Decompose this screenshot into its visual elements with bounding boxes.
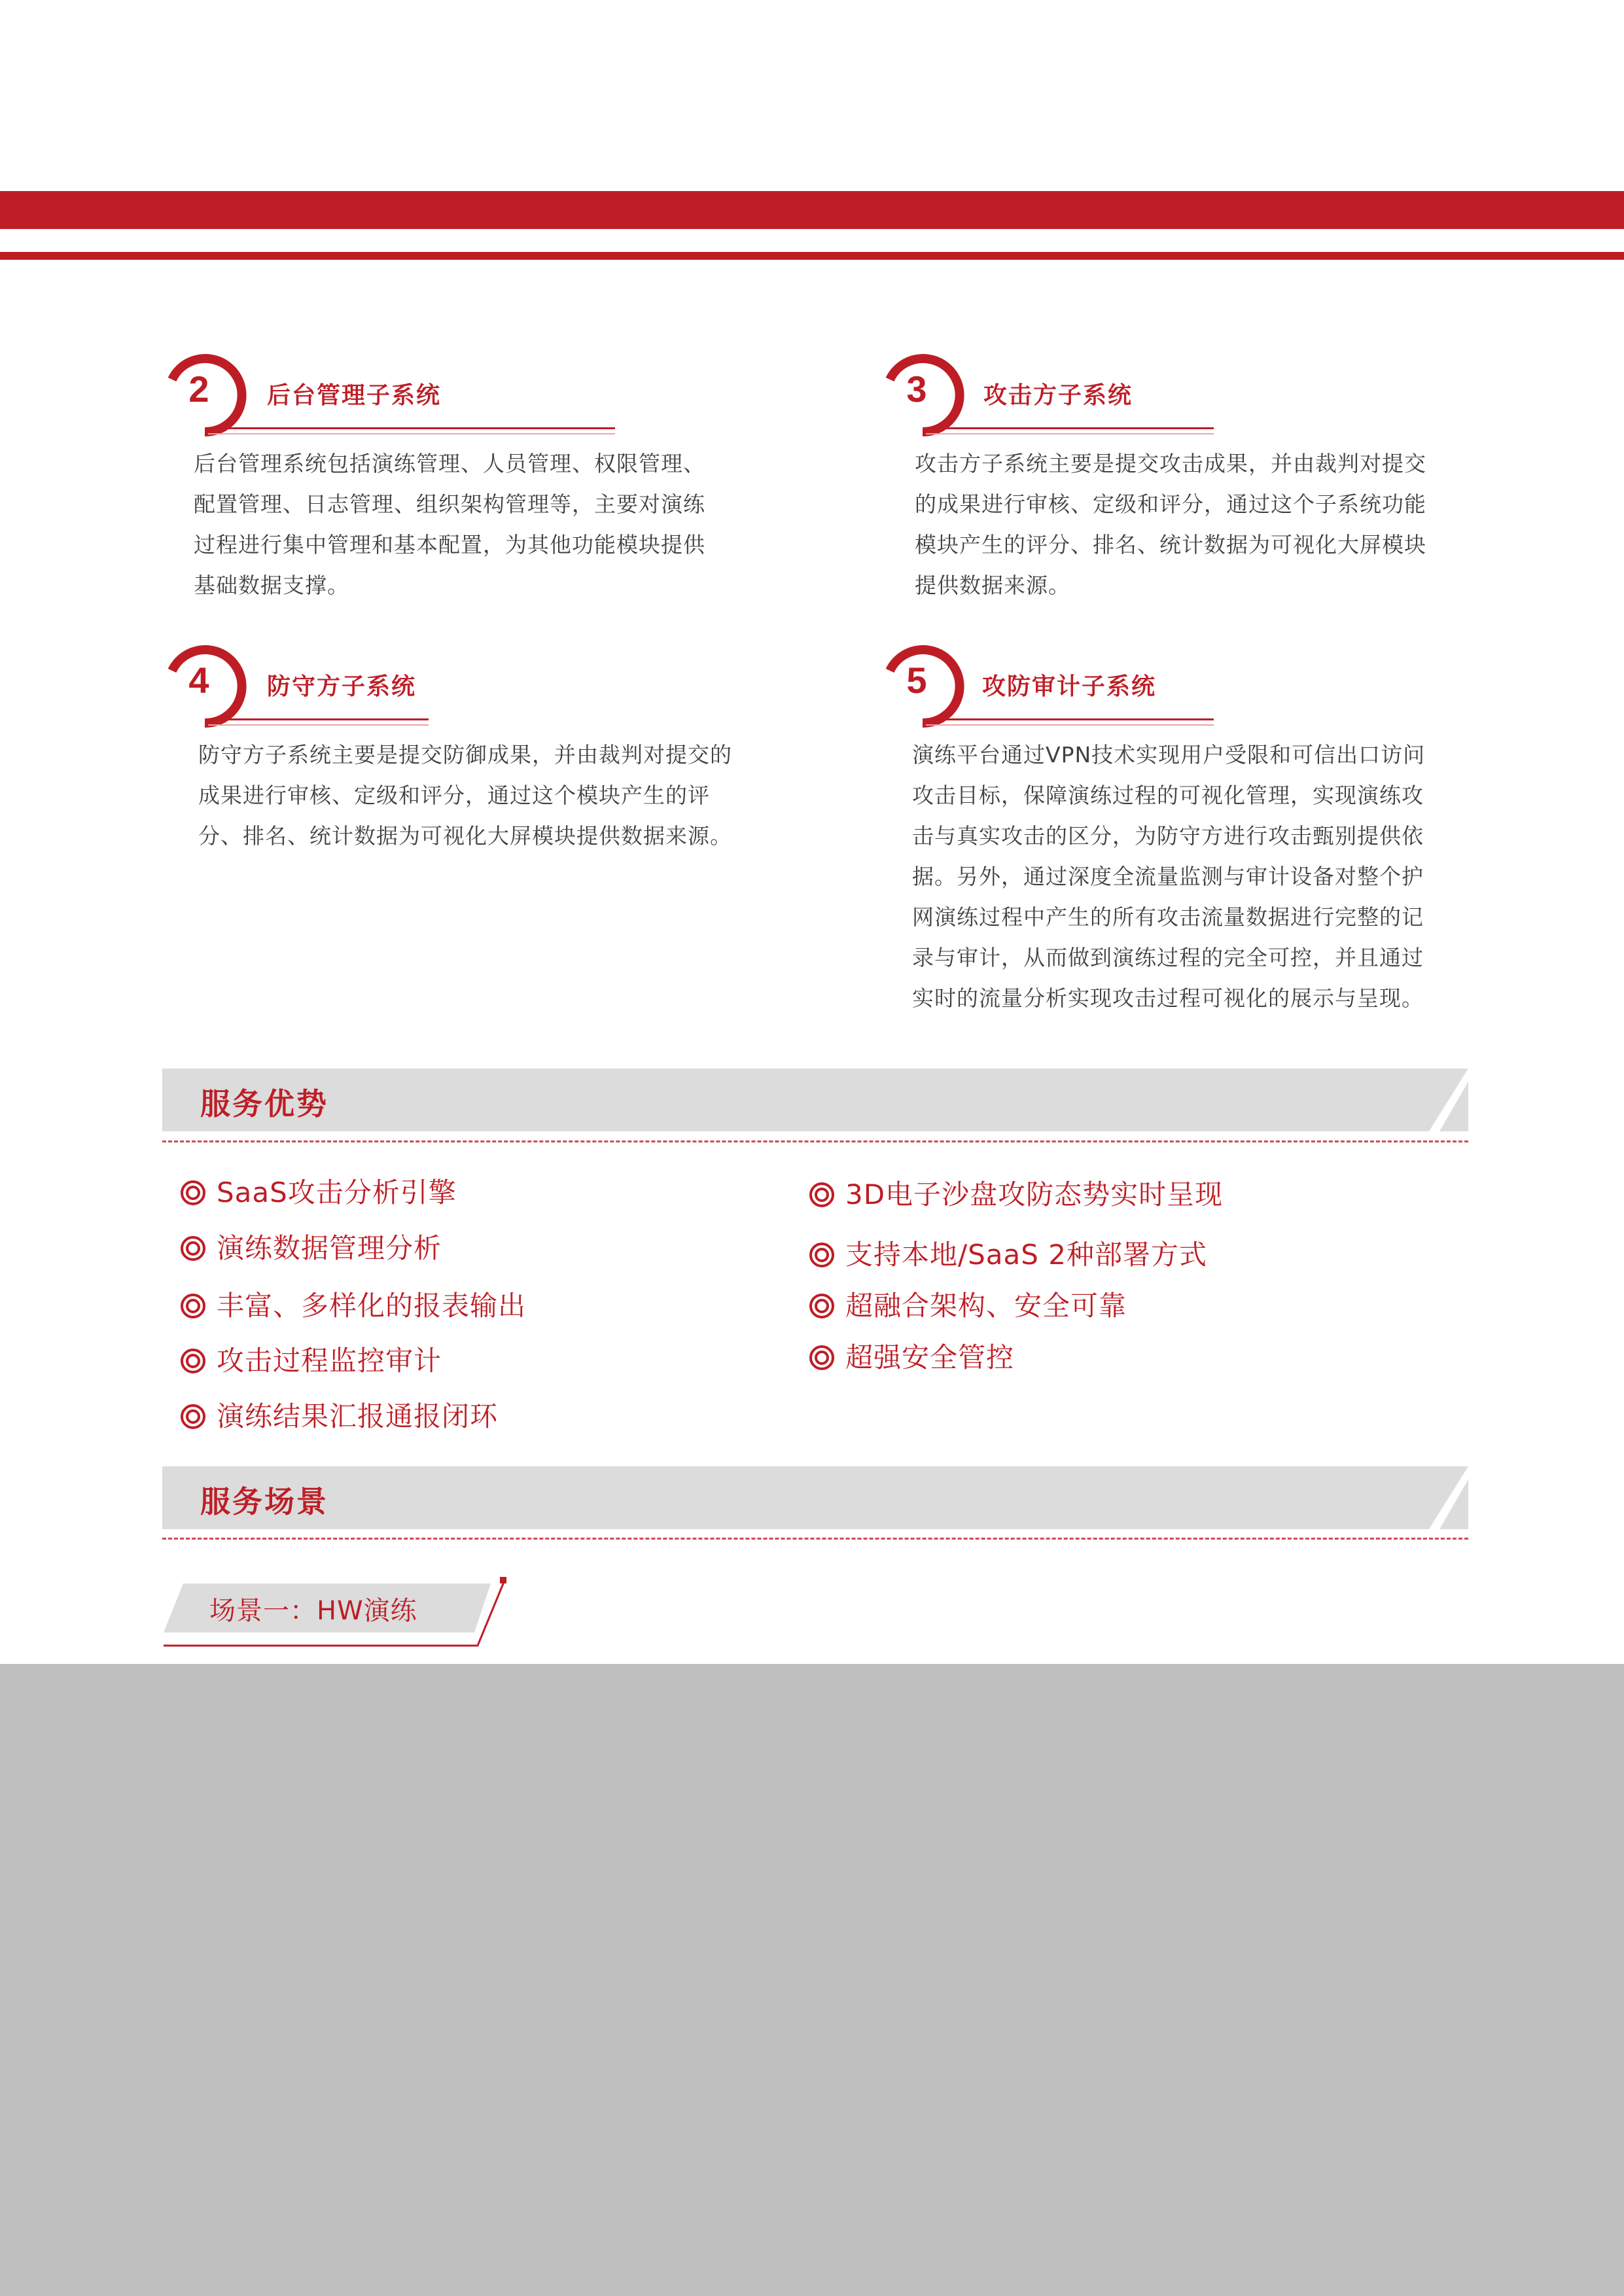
advantages-divider — [162, 1140, 1468, 1142]
header-red-band — [0, 191, 1624, 229]
text-line: 提供数据来源。 — [915, 573, 1070, 598]
advantage-label: 演练结果汇报通报闭环 — [217, 1400, 499, 1432]
section-5-body — [912, 735, 1488, 1019]
section-underline — [926, 718, 1214, 720]
scene-1-label: 场景一：HW演练 — [209, 1596, 417, 1626]
target-circle-icon — [180, 1404, 206, 1430]
text-line: 后台管理系统包括演练管理、人员管理、权限管理、 — [194, 451, 705, 476]
section-3-header — [880, 353, 1194, 438]
section-number: 2 — [188, 368, 209, 410]
text-line: 攻击目标，保障演练过程的可视化管理，实现演练攻 — [912, 783, 1424, 808]
advantage-label: 超强安全管控 — [845, 1341, 1015, 1373]
advantage-label: 演练数据管理分析 — [217, 1232, 442, 1264]
section-title: 攻防审计子系统 — [982, 673, 1157, 700]
section-underline-light — [926, 433, 1214, 434]
advantage-item — [809, 1284, 1127, 1324]
target-circle-icon — [180, 1235, 206, 1262]
advantage-item — [180, 1395, 498, 1434]
target-circle-icon — [809, 1293, 835, 1319]
text-line: 配置管理、日志管理、组织架构管理等，主要对演练 — [194, 491, 705, 517]
section-4-header — [162, 645, 476, 730]
section-underline — [926, 427, 1214, 429]
advantages-banner — [162, 1069, 1468, 1131]
text-line: 演练平台通过VPN技术实现用户受限和可信出口访问 — [912, 742, 1426, 768]
advantage-item — [809, 1336, 1014, 1375]
text-line: 分、排名、统计数据为可视化大屏模块提供数据来源。 — [198, 823, 732, 849]
text-line: 录与审计，从而做到演练过程的完全可控，并且通过 — [912, 945, 1424, 970]
advantage-item — [180, 1227, 442, 1266]
text-line: 防守方子系统主要是提交防御成果，并由裁判对提交的 — [198, 742, 732, 768]
section-2-header — [162, 353, 476, 438]
advantage-label: SaaS攻击分析引擎 — [217, 1176, 457, 1209]
section-underline-light — [208, 433, 615, 434]
advantage-label: 超融合架构、安全可靠 — [845, 1290, 1127, 1322]
section-underline-light — [926, 724, 1214, 726]
text-line: 成果进行审核、定级和评分，通过这个模块产生的评 — [198, 783, 710, 808]
advantage-label: 攻击过程监控审计 — [217, 1345, 442, 1377]
section-title: 后台管理子系统 — [267, 382, 442, 409]
section-number: 5 — [906, 660, 927, 701]
scenarios-title: 服务场景 — [200, 1484, 328, 1519]
text-line: 的成果进行审核、定级和评分，通过这个子系统功能 — [915, 491, 1426, 517]
section-2-body — [194, 444, 756, 606]
text-line: 据。另外，通过深度全流量监测与审计设备对整个护 — [912, 864, 1424, 889]
advantage-item — [180, 1284, 526, 1324]
text-line: 击与真实攻击的区分，为防守方进行攻击甄别提供依 — [912, 823, 1424, 849]
target-circle-icon — [180, 1293, 206, 1319]
target-circle-icon — [809, 1345, 835, 1371]
advantage-label: 3D电子沙盘攻防态势实时呈现 — [845, 1178, 1224, 1210]
section-underline — [208, 718, 429, 720]
advantage-item — [809, 1233, 1207, 1273]
advantage-label: 支持本地/SaaS 2种部署方式 — [845, 1239, 1208, 1271]
target-circle-icon — [180, 1348, 206, 1374]
advantage-label: 丰富、多样化的报表输出 — [217, 1290, 527, 1322]
advantage-item — [809, 1173, 1223, 1212]
text-line: 过程进行集中管理和基本配置，为其他功能模块提供 — [194, 532, 705, 557]
scenarios-divider — [162, 1538, 1468, 1540]
text-line: 网演练过程中产生的所有攻击流量数据进行完整的记 — [912, 904, 1424, 930]
text-line: 攻击方子系统主要是提交攻击成果，并由裁判对提交 — [915, 451, 1426, 476]
text-line: 模块产生的评分、排名、统计数据为可视化大屏模块 — [915, 532, 1426, 557]
section-number: 4 — [188, 660, 209, 701]
header-red-stripe — [0, 252, 1624, 260]
section-5-header — [880, 645, 1194, 730]
section-number: 3 — [906, 368, 927, 410]
text-line: 基础数据支撑。 — [194, 573, 349, 598]
target-circle-icon — [180, 1180, 206, 1206]
section-underline — [208, 427, 615, 429]
section-4-body — [198, 735, 774, 857]
scenarios-banner — [162, 1466, 1468, 1529]
advantage-item — [180, 1339, 442, 1379]
section-title: 攻击方子系统 — [983, 382, 1133, 409]
advantage-item — [180, 1171, 457, 1210]
section-underline-light — [208, 724, 429, 726]
section-3-body — [915, 444, 1477, 606]
banner-corner-decoration — [1429, 1069, 1468, 1131]
target-circle-icon — [809, 1182, 835, 1208]
text-line: 实时的流量分析实现攻击过程可视化的展示与呈现。 — [912, 985, 1424, 1011]
section-title: 防守方子系统 — [267, 673, 417, 700]
advantages-title: 服务优势 — [200, 1086, 328, 1122]
target-circle-icon — [809, 1242, 835, 1268]
banner-corner-decoration — [1429, 1466, 1468, 1529]
gray-cover-area — [0, 1664, 1624, 2296]
scene-1-tag — [164, 1577, 517, 1649]
